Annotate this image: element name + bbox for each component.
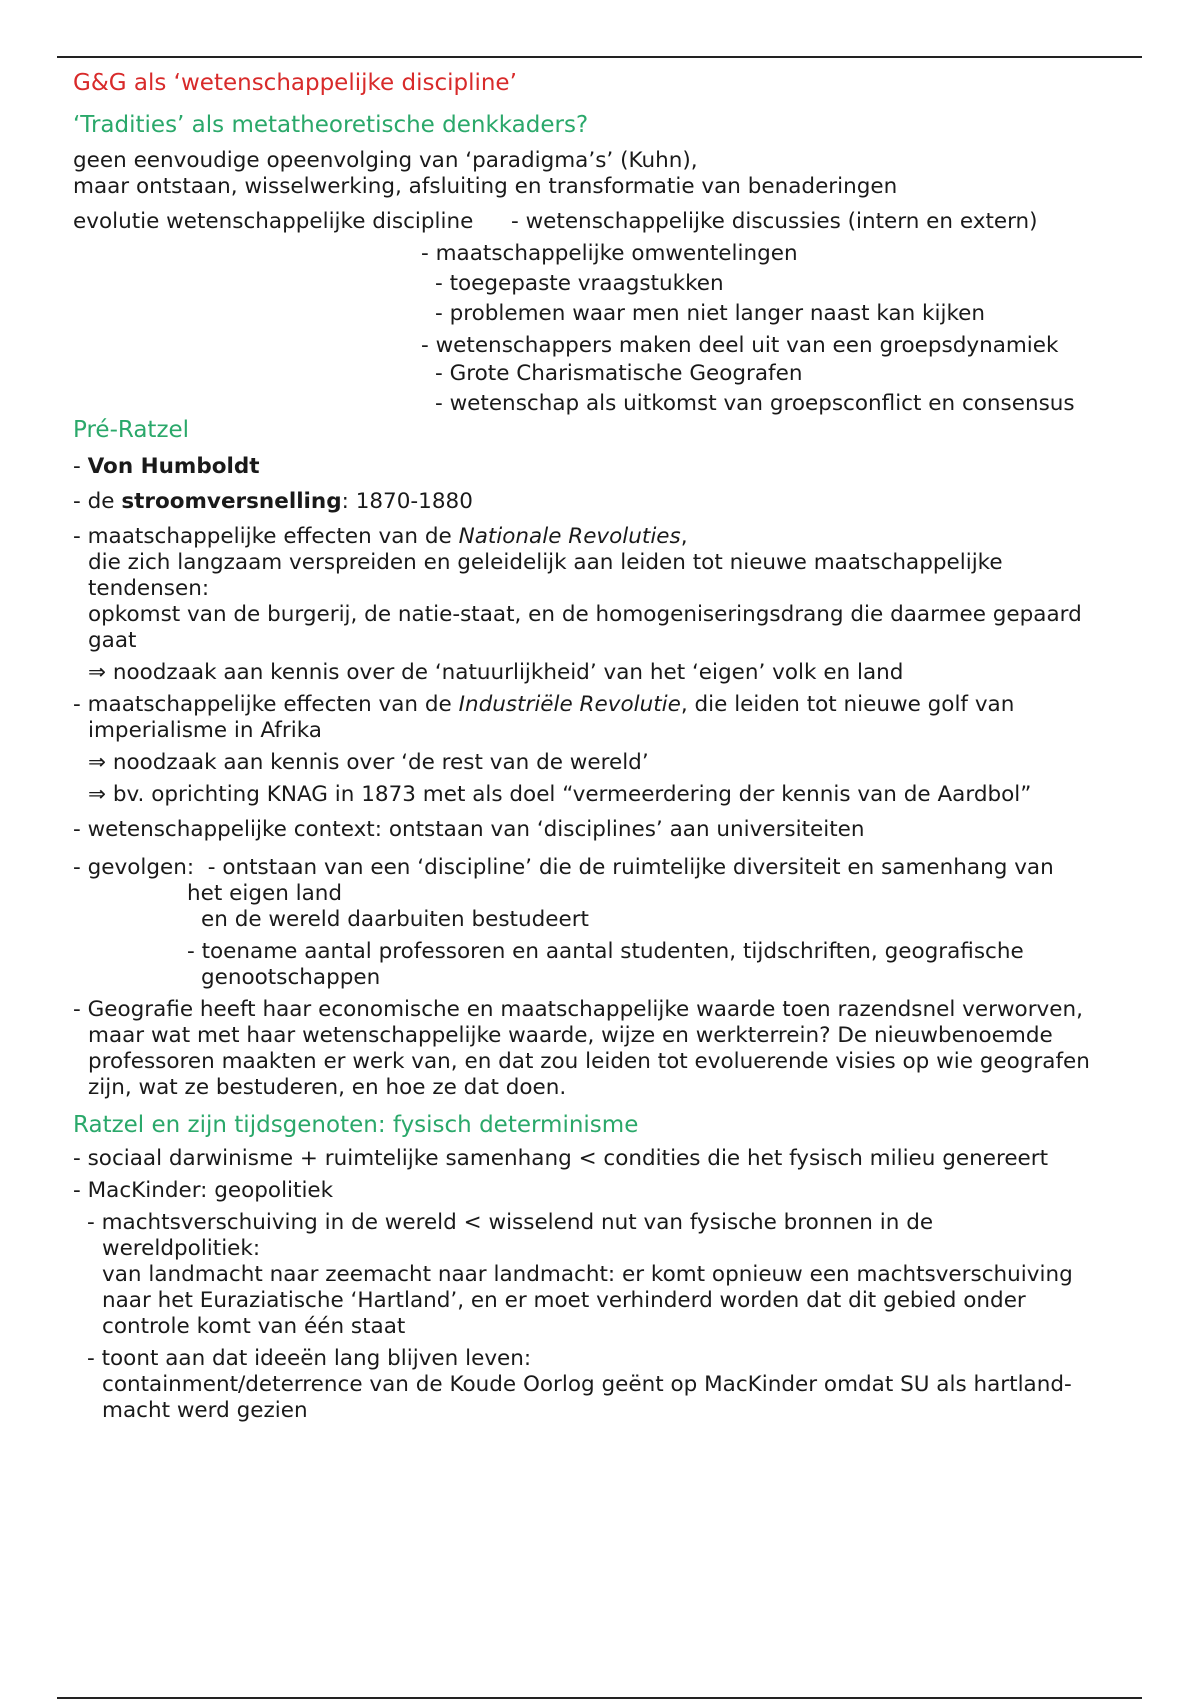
sub-line: controle komt van één staat — [102, 1314, 406, 1339]
ratzel-heading: Ratzel en zijn tijdsgenoten: fysisch determinisme — [73, 1112, 639, 1138]
nat-line: opkomst van de burgerij, de natie-staat, en de homogeniseringsdrang die daarmee gepaard — [88, 602, 1082, 627]
gevolgen-label: gevolgen: — [87, 855, 195, 880]
nat-prefix: maatschappelijke effecten van de — [87, 524, 459, 549]
stroom-item: - de stroomversnelling: 1870-1880 — [73, 489, 473, 514]
gevolgen-line: - ontstaan van een ‘discipline’ die de ruimtelijke diversiteit en samenhang van — [207, 855, 1054, 880]
mackinder-sub-item: - machtsverschuiving in de wereld < wisselend nut van fysische bronnen in de wereldpolitiek: van landmacht naar zeemacht naar landmacht: er komt opnieuw een machtsverschuiving naar het Euraziatische ‘Hartland’, en er moet verhinderd worden dat dit gebied onder controle komt van één staat — [73, 1210, 1133, 1340]
gevolgen-line: genootschappen — [201, 965, 381, 990]
nat-line: die zich langzaam verspreiden en geleidelijk aan leiden tot nieuwe maatschappelijke — [88, 550, 1003, 575]
ind-arrow: ⇒ noodzaak aan kennis over ‘de rest van de wereld’ — [88, 750, 649, 775]
nat-suffix: , — [680, 524, 688, 549]
humboldt-name: Von Humboldt — [87, 454, 260, 479]
traditions-heading: ‘Tradities’ als metatheoretische denkkaders? — [73, 112, 589, 138]
geo-line: maar wat met haar wetenschappelijke waarde, wijze en werkterrein? De nieuwbenoemde — [88, 1023, 1053, 1048]
pre-ratzel-heading: Pré-Ratzel — [73, 417, 190, 443]
gevolgen-line: en de wereld daarbuiten bestudeert — [201, 907, 589, 932]
ratzel-item: - MacKinder: geopolitiek — [73, 1178, 334, 1203]
industrial-revolution-item: - maatschappelijke effecten van de Industriële Revolutie, die leiden tot nieuwe golf van imperialisme in Afrika ⇒ noodzaak aan kennis over ‘de rest van de wereld’ ⇒ bv. oprichting KNAG in 1873 met als doel “vermeerdering der kennis van de Aardbol” — [73, 692, 1133, 808]
stroom-bold: stroomversnelling — [121, 489, 342, 514]
evo-item: - wetenschappers maken deel uit van een groepsdynamiek — [421, 333, 1059, 358]
nat-italic: Nationale Revoluties — [458, 524, 681, 549]
sub-line: naar het Euraziatische ‘Hartland’, en er moet verhinderd worden dat dit gebied onder — [102, 1288, 1026, 1313]
ind-italic: Industriële Revolutie — [458, 692, 681, 717]
nat-arrow: ⇒ noodzaak aan kennis over de ‘natuurlijkheid’ van het ‘eigen’ volk en land — [88, 660, 904, 685]
context-item: - wetenschappelijke context: ontstaan van ‘disciplines’ aan universiteiten — [73, 817, 865, 842]
sub-line: wereldpolitiek: — [102, 1236, 261, 1261]
geografie-item: - Geografie heeft haar economische en maatschappelijke waarde toen razendsnel verworven, maar wat met haar wetenschappelijke waarde, wijze en werkterrein? De nieuwbenoemde professoren maakten er werk van, en dat zou leiden tot evoluerende visies op wie geografen zijn, wat ze bestuderen, en hoe ze dat doen. — [73, 997, 1133, 1101]
main-heading: G&G als ‘wetenschappelijke discipline’ — [73, 70, 517, 96]
stroom-suffix: : 1870-1880 — [341, 489, 473, 514]
gevolgen-line: het eigen land — [187, 881, 343, 906]
humboldt-item: - Von Humboldt — [73, 454, 260, 479]
sub-line: van landmacht naar zeemacht naar landmacht: er komt opnieuw een machtsverschuiving — [102, 1262, 1073, 1287]
ind-arrow: ⇒ bv. oprichting KNAG in 1873 met als doel “vermeerdering der kennis van de Aardbol” — [88, 782, 1032, 807]
intro-line-2: maar ontstaan, wisselwerking, afsluiting en transformatie van benaderingen — [73, 174, 898, 199]
stroom-prefix: de — [87, 489, 122, 514]
sub-line: containment/deterrence van de Koude Oorlog geënt op MacKinder omdat SU als hartland- — [102, 1372, 1072, 1397]
nat-line: tendensen: — [88, 576, 210, 601]
ind-prefix: maatschappelijke effecten van de — [87, 692, 459, 717]
ind-line: imperialisme in Afrika — [88, 718, 322, 743]
evolution-list — [421, 209, 1075, 417]
mackinder-sub-item: - toont aan dat ideeën lang blijven leven: containment/deterrence van de Koude Oorlog geënt op MacKinder omdat SU als hartland- macht werd gezien — [73, 1346, 1133, 1424]
evo-item: - wetenschappelijke discussies (intern en extern) — [511, 209, 1038, 234]
ind-suffix: , die leiden tot nieuwe golf van — [680, 692, 1015, 717]
gevolgen-line: - toename aantal professoren en aantal studenten, tijdschriften, geografische — [187, 939, 1024, 964]
sub-line: macht werd gezien — [102, 1398, 308, 1423]
ratzel-text: MacKinder: geopolitiek — [87, 1178, 334, 1203]
ratzel-text: sociaal darwinisme + ruimtelijke samenhang < condities die het fysisch milieu genereert — [87, 1146, 1049, 1171]
document-body — [73, 68, 1133, 1424]
geo-line: zijn, wat ze bestuderen, en hoe ze dat doen. — [88, 1075, 567, 1100]
context-text: wetenschappelijke context: ontstaan van ‘disciplines’ aan universiteiten — [87, 817, 865, 842]
intro-line-1: geen eenvoudige opeenvolging van ‘paradigma’s’ (Kuhn), — [73, 148, 698, 173]
evo-item: - wetenschap als uitkomst van groepsconflict en consensus — [435, 391, 1075, 416]
evo-item: - problemen waar men niet langer naast kan kijken — [435, 301, 985, 326]
sub-line: machtsverschuiving in de wereld < wisselend nut van fysische bronnen in de — [101, 1210, 934, 1235]
evo-item: - maatschappelijke omwentelingen — [421, 241, 798, 266]
bottom-rule — [57, 1697, 1142, 1699]
geo-line: professoren maakten er werk van, en dat zou leiden tot evoluerende visies op wie geografen — [88, 1049, 1090, 1074]
geo-line: Geografie heeft haar economische en maatschappelijke waarde toen razendsnel verworven, — [87, 997, 1083, 1022]
gevolgen-item: - gevolgen: - ontstaan van een ‘discipline’ die de ruimtelijke diversiteit en samenhang van het eigen land en de wereld daarbuiten bestudeert - toename aantal professoren en aantal studenten, tijdschriften, geografische genootschappen — [73, 855, 1133, 991]
nat-line: gaat — [88, 628, 137, 653]
top-rule — [57, 56, 1142, 58]
sub-line: toont aan dat ideeën lang blijven leven: — [101, 1346, 532, 1371]
ratzel-item: - sociaal darwinisme + ruimtelijke samenhang < condities die het fysisch milieu genereert — [73, 1146, 1049, 1171]
national-revolutions-item: - maatschappelijke effecten van de Nationale Revoluties, die zich langzaam verspreiden en geleidelijk aan leiden tot nieuwe maatschappelijke tendensen: opkomst van de burgerij, de natie-staat, en de homogeniseringsdrang die daarmee gepaard gaat ⇒ noodzaak aan kennis over de ‘natuurlijkheid’ van het ‘eigen’ volk en land — [73, 524, 1133, 686]
evolution-label: evolutie wetenschappelijke discipline — [73, 209, 474, 234]
evo-item: - toegepaste vraagstukken — [435, 271, 724, 296]
evolution-block — [73, 209, 1133, 417]
evo-item: - Grote Charismatische Geografen — [435, 361, 803, 386]
